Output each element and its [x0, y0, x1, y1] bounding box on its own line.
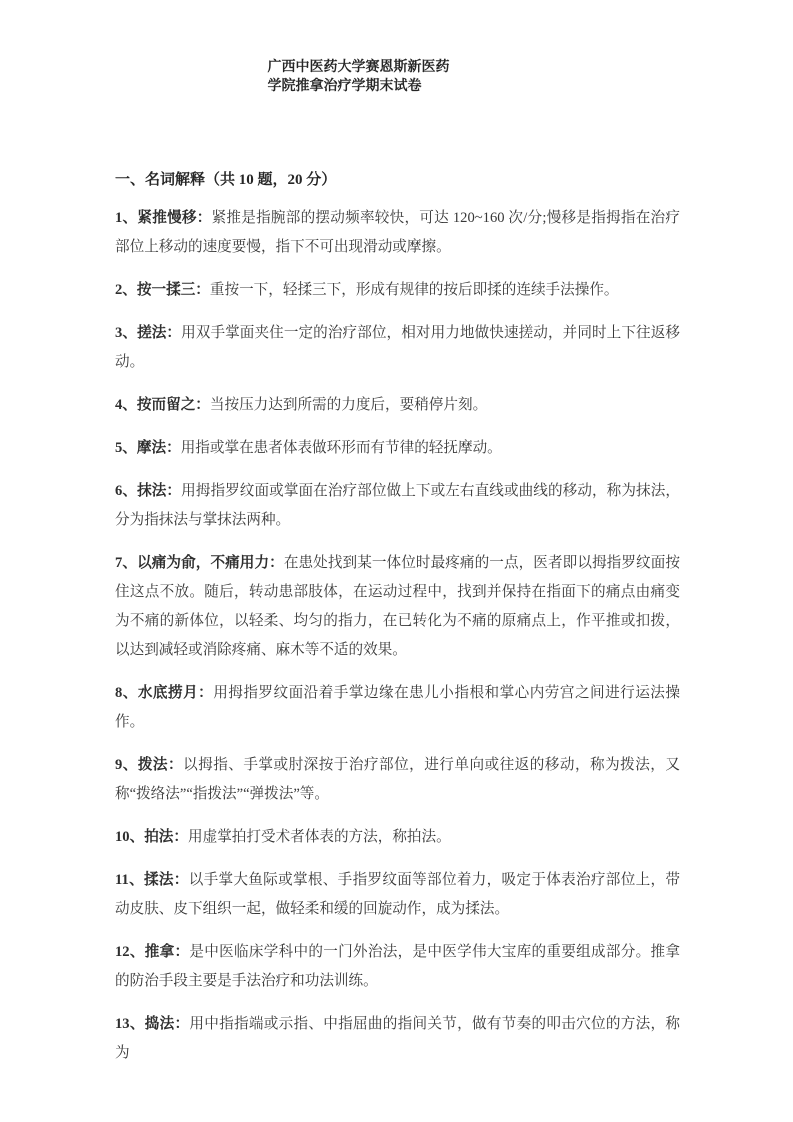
item-term: 按一揉三：: [136, 282, 210, 298]
item-text: 用中指指端或示指、中指屈曲的指间关节，做有节奏的叩击穴位的方法，称为: [115, 1016, 680, 1061]
definition-item-2: [115, 276, 680, 305]
item-number: 7、: [115, 555, 138, 571]
item-term: 揉法：: [144, 872, 189, 888]
item-text: 是中医临床学科中的一门外治法，是中医学伟大宝库的重要组成部分。推拿的防治手段主要是手法治疗和功法训练。: [115, 944, 680, 989]
item-number: 5、: [115, 440, 137, 456]
item-number: 10、: [115, 829, 145, 845]
definition-item-10: [115, 823, 680, 852]
item-term: 以痛为俞，不痛用力：: [137, 555, 284, 571]
item-text: 以拇指、手掌或肘深按于治疗部位，进行单向或往返的移动，称为拨法，又称“拨络法”“指拨法”“弹拨法”等。: [115, 757, 680, 802]
section-heading: 一、名词解释（共 10 题，20 分）: [115, 172, 337, 188]
definition-item-5: [115, 434, 680, 463]
item-text: 用拇指罗纹面或掌面在治疗部位做上下或左右直线或曲线的移动，称为抹法，分为指抹法与掌抹法两种。: [115, 483, 680, 528]
item-text: 以手掌大鱼际或掌根、手指罗纹面等部位着力，吸定于体表治疗部位上，带动皮肤、皮下组织一起，做轻柔和缓的回旋动作，成为揉法。: [115, 872, 680, 917]
item-number: 11、: [115, 872, 144, 888]
item-number: 13、: [115, 1016, 145, 1032]
document-title: [268, 58, 450, 96]
definition-item-3: [115, 319, 680, 377]
item-text: 用虚掌拍打受术者体表的方法，称拍法。: [188, 829, 451, 845]
definition-item-11: [115, 866, 680, 924]
item-text: 紧推是指腕部的摆动频率较快，可达 120~160 次/分;慢移是指拇指在治疗部位上移动的速度要慢，指下不可出现滑动或摩擦。: [115, 210, 680, 255]
definition-item-4: [115, 391, 680, 420]
definition-item-12: [115, 938, 680, 996]
item-term: 拨法：: [137, 757, 184, 773]
item-text: 用指或掌在患者体表做环形而有节律的轻抚摩动。: [180, 440, 502, 456]
item-term: 摩法：: [136, 440, 181, 456]
definition-item-8: [115, 679, 680, 737]
item-number: 8、: [115, 685, 138, 701]
item-text: 当按压力达到所需的力度后，要稍停片刻。: [209, 397, 488, 413]
document-title-wrap: [0, 0, 793, 96]
definition-item-7: [115, 549, 680, 665]
item-term: 紧推慢移：: [137, 210, 212, 226]
item-number: 9、: [115, 757, 138, 773]
item-term: 拍法：: [144, 829, 188, 845]
document-title-line-2: 学院推拿治疗学期末试卷: [267, 79, 422, 94]
item-number: 4、: [115, 397, 137, 413]
item-term: 抹法：: [137, 483, 182, 499]
item-text: 在患处找到某一体位时最疼痛的一点，医者即以拇指罗纹面按住这点不放。随后，转动患部肢体，在运动过程中，找到并保持在指面下的痛点由痛变为不痛的新体位，以轻柔、均匀的指力，在已转化为不痛的原痛点上，作平推或扣拨，以达到减轻或消除疼痛、麻木等不适的效果。: [115, 555, 680, 658]
item-term: 搓法：: [137, 325, 182, 341]
definition-item-1: [115, 204, 680, 262]
item-text: 重按一下，轻揉三下，形成有规律的按后即揉的连续手法操作。: [209, 282, 619, 298]
document-body: [0, 170, 793, 1068]
definition-item-9: [115, 751, 680, 809]
item-number: 2、: [115, 282, 137, 298]
definition-item-6: [115, 477, 680, 535]
item-text: 用拇指罗纹面沿着手掌边缘在患儿小指根和掌心内劳宫之间进行运法操作。: [115, 685, 680, 730]
item-term: 按而留之：: [136, 397, 210, 413]
item-term: 推拿：: [144, 944, 190, 960]
item-number: 1、: [115, 210, 138, 226]
document-title-line-1: 广西中医药大学赛恩斯新医药: [267, 60, 450, 75]
item-number: 6、: [115, 483, 138, 499]
item-term: 水底捞月：: [137, 685, 214, 701]
item-term: 捣法：: [144, 1016, 190, 1032]
item-text: 用双手掌面夹住一定的治疗部位，相对用力地做快速搓动，并同时上下往返移动。: [115, 325, 680, 370]
definition-item-13: [115, 1010, 680, 1068]
item-number: 12、: [115, 944, 145, 960]
item-number: 3、: [115, 325, 138, 341]
